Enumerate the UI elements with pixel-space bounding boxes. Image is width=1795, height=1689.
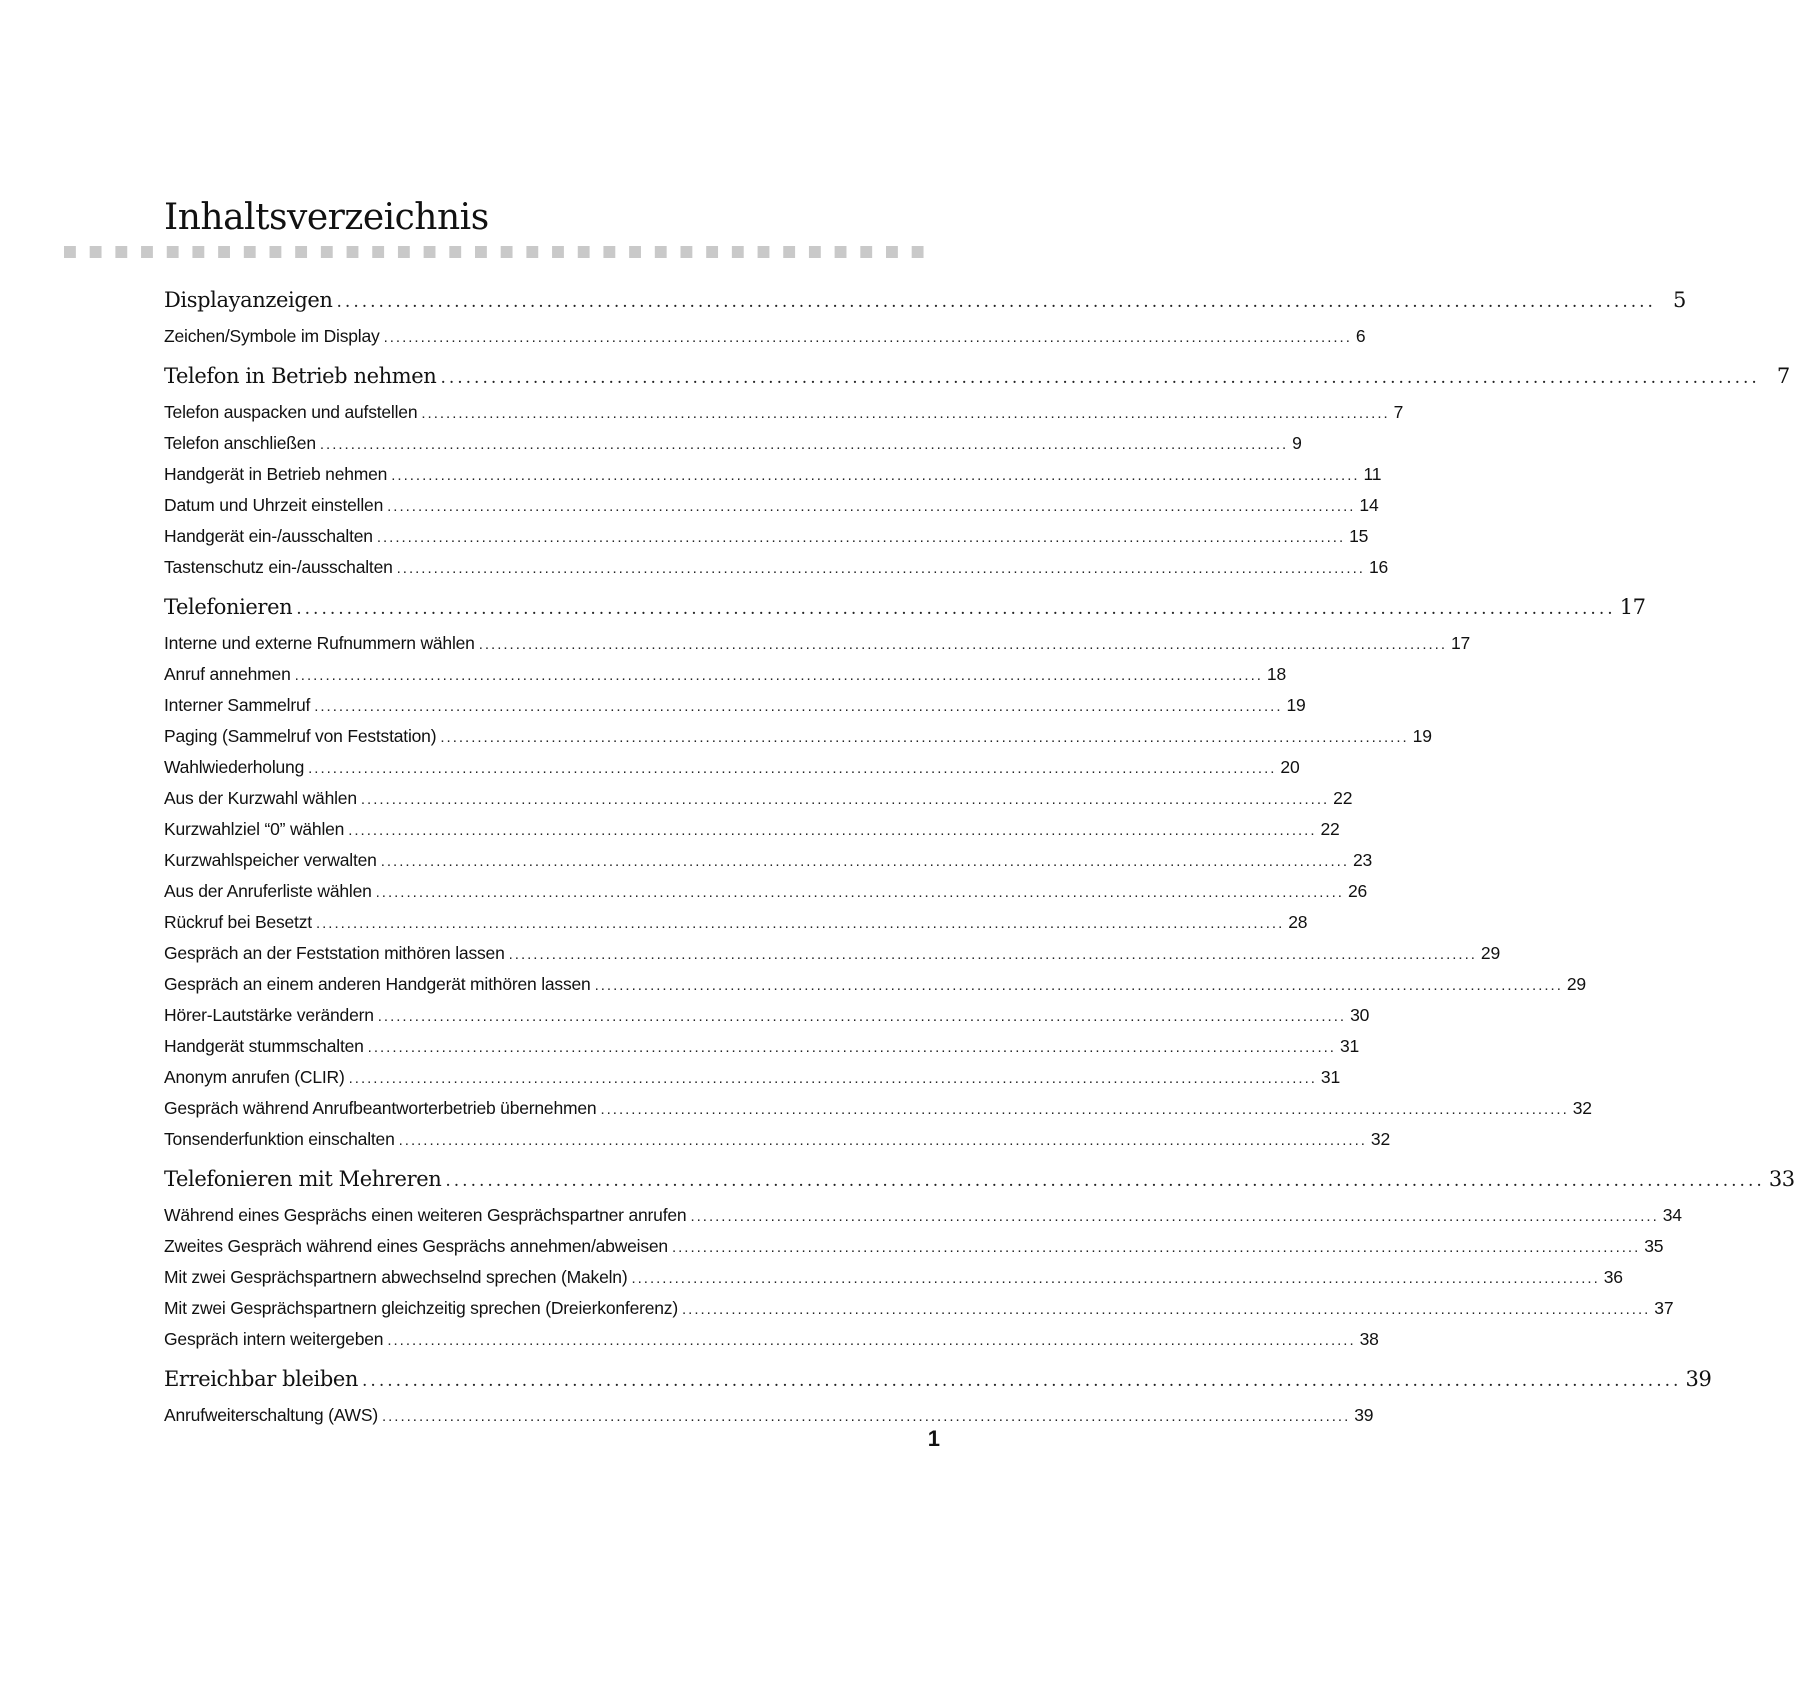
toc-entry-page: 36 <box>1603 1267 1623 1287</box>
toc-dot-leader: ............................................................................................................................................................. <box>421 405 1390 422</box>
toc-entry-title: Datum und Uhrzeit einstellen <box>164 495 384 515</box>
toc-section-entry[interactable] <box>164 907 1308 938</box>
toc-entry-page: 33 <box>1768 1167 1795 1191</box>
toc-entry-page: 32 <box>1572 1098 1592 1118</box>
toc-section-entry[interactable] <box>164 321 1366 352</box>
toc-dot-leader: ............................................................................................................................................................. <box>387 498 1356 515</box>
toc-section-entry[interactable] <box>164 1200 1682 1231</box>
toc-section-entry[interactable] <box>164 1124 1390 1155</box>
toc-section-entry[interactable] <box>164 459 1382 490</box>
toc-section-entry[interactable] <box>164 690 1306 721</box>
toc-dot-leader: ............................................................................................................................................................. <box>314 698 1283 715</box>
toc-section-entry[interactable] <box>164 628 1471 659</box>
toc-entry-title: Displayanzeigen <box>164 288 333 312</box>
toc-dot-leader: ............................................................................................................................................................. <box>308 760 1277 777</box>
toc-chapter-entry[interactable] <box>164 1159 1795 1200</box>
toc-entry-title: Anrufweiterschaltung (AWS) <box>164 1405 378 1425</box>
toc-dot-leader: ............................................................................................................................................................. <box>671 1239 1641 1256</box>
toc-entry-title: Kurzwahlspeicher verwalten <box>164 850 377 870</box>
toc-section-entry[interactable] <box>164 1262 1623 1293</box>
toc-entry-title: Kurzwahlziel “0” wählen <box>164 819 345 839</box>
toc-entry-title: Handgerät ein-/ausschalten <box>164 526 373 546</box>
toc-section-entry[interactable] <box>164 397 1404 428</box>
toc-entry-title: Gespräch an der Feststation mithören lassen <box>164 943 505 963</box>
toc-entry-title: Gespräch an einem anderen Handgerät mithören lassen <box>164 974 591 994</box>
toc-section-entry[interactable] <box>164 1093 1592 1124</box>
toc-dot-leader: ............................................................................................................................................................. <box>348 1070 1317 1087</box>
toc-entry-page: 23 <box>1352 850 1373 870</box>
toc-entry-page: 9 <box>1292 433 1302 453</box>
toc-section-entry[interactable] <box>164 490 1379 521</box>
table-of-contents <box>164 280 1795 1431</box>
toc-entry-page: 19 <box>1286 695 1306 715</box>
toc-dot-leader: ............................................................................................................................................................. <box>315 915 1285 932</box>
toc-entry-title: Telefonieren <box>164 595 293 619</box>
toc-entry-title: Telefon anschließen <box>164 433 316 453</box>
toc-dot-leader: ............................................................................................................................................................. <box>367 1039 1336 1056</box>
toc-entry-page: 37 <box>1654 1298 1674 1318</box>
toc-entry-page: 16 <box>1368 557 1389 577</box>
toc-section-entry[interactable] <box>164 659 1286 690</box>
toc-section-entry[interactable] <box>164 938 1500 969</box>
toc-dot-leader: ............................................................................................................................................................. <box>377 1008 1347 1025</box>
toc-entry-title: Aus der Anruferliste wählen <box>164 881 372 901</box>
toc-entry-page: 22 <box>1333 788 1353 808</box>
toc-entry-title: Hörer-Lautstärke verändern <box>164 1005 374 1025</box>
toc-entry-page: 19 <box>1412 726 1432 746</box>
toc-entry-title: Handgerät stummschalten <box>164 1036 364 1056</box>
toc-entry-title: Erreichbar bleiben <box>164 1367 359 1391</box>
toc-entry-title: Während eines Gesprächs einen weiteren Gesprächspartner anrufen <box>164 1205 687 1225</box>
toc-entry-title: Gespräch intern weitergeben <box>164 1329 384 1349</box>
toc-dot-leader: ............................................................................................................................................................. <box>508 946 1477 963</box>
toc-entry-page: 32 <box>1370 1129 1390 1149</box>
toc-dot-leader: ............................................................................................................................................................. <box>440 729 1409 746</box>
toc-entry-page: 6 <box>1355 326 1366 346</box>
toc-dot-leader: ............................................................................................................................................................. <box>690 1208 1659 1225</box>
toc-dot-leader: ............................................................................................................................................................. <box>296 599 1616 619</box>
toc-entry-page: 28 <box>1288 912 1308 932</box>
toc-dot-leader: ............................................................................................................................................................. <box>381 1408 1351 1425</box>
toc-entry-page: 15 <box>1349 526 1369 546</box>
toc-dot-leader: ............................................................................................................................................................. <box>631 1270 1600 1287</box>
toc-section-entry[interactable] <box>164 814 1340 845</box>
toc-dot-leader: ............................................................................................................................................................. <box>445 1171 1765 1191</box>
toc-dot-leader: ............................................................................................................................................................. <box>294 667 1263 684</box>
toc-section-entry[interactable] <box>164 521 1369 552</box>
toc-entry-page: 26 <box>1347 881 1368 901</box>
toc-entry-title: Wahlwiederholung <box>164 757 305 777</box>
toc-section-entry[interactable] <box>164 428 1302 459</box>
toc-entry-page: 31 <box>1320 1067 1340 1087</box>
toc-entry-title: Anruf annehmen <box>164 664 291 684</box>
toc-entry-page: 17 <box>1451 633 1471 653</box>
toc-dot-leader: ............................................................................................................................................................. <box>681 1301 1651 1318</box>
toc-dot-leader: ............................................................................................................................................................. <box>387 1332 1356 1349</box>
toc-dot-leader: ............................................................................................................................................................. <box>319 436 1289 453</box>
toc-entry-page: 7 <box>1393 402 1404 422</box>
toc-chapter-entry[interactable] <box>164 587 1646 628</box>
toc-dot-leader: ............................................................................................................................................................. <box>440 368 1760 388</box>
toc-entry-page: 35 <box>1644 1236 1664 1256</box>
toc-entry-page: 31 <box>1339 1036 1360 1056</box>
toc-entry-page: 29 <box>1566 974 1586 994</box>
toc-entry-title: Telefon auspacken und aufstellen <box>164 402 418 422</box>
toc-section-entry[interactable] <box>164 845 1373 876</box>
toc-section-entry[interactable] <box>164 1031 1360 1062</box>
toc-section-entry[interactable] <box>164 752 1300 783</box>
toc-entry-title: Zweites Gespräch während eines Gesprächs annehmen/abweisen <box>164 1236 668 1256</box>
toc-entry-title: Paging (Sammelruf von Feststation) <box>164 726 437 746</box>
toc-section-entry[interactable] <box>164 1400 1374 1431</box>
toc-dot-leader: ............................................................................................................................................................. <box>600 1101 1569 1118</box>
toc-entry-title: Zeichen/Symbole im Display <box>164 326 380 346</box>
toc-entry-title: Telefonieren mit Mehreren <box>164 1167 442 1191</box>
toc-section-entry[interactable] <box>164 1062 1340 1093</box>
toc-chapter-entry[interactable] <box>164 1359 1712 1400</box>
toc-entry-title: Mit zwei Gesprächspartnern gleichzeitig sprechen (Dreierkonferenz) <box>164 1298 678 1318</box>
toc-entry-page: 29 <box>1480 943 1500 963</box>
toc-section-entry[interactable] <box>164 1293 1674 1324</box>
toc-dot-leader: ............................................................................................................................................................. <box>376 529 1346 546</box>
toc-entry-page: 18 <box>1266 664 1286 684</box>
toc-dot-leader: ............................................................................................................................................................. <box>380 853 1349 870</box>
page-number: 1 <box>927 1426 940 1451</box>
toc-section-entry[interactable] <box>164 969 1586 1000</box>
toc-entry-page: 11 <box>1363 464 1382 484</box>
toc-entry-title: Handgerät in Betrieb nehmen <box>164 464 388 484</box>
toc-entry-page: 20 <box>1280 757 1300 777</box>
toc-chapter-entry[interactable] <box>164 356 1790 397</box>
toc-entry-title: Anonym anrufen (CLIR) <box>164 1067 345 1087</box>
dotted-divider <box>64 246 934 258</box>
toc-dot-leader: ............................................................................................................................................................. <box>391 467 1360 484</box>
toc-entry-title: Tonsenderfunktion einschalten <box>164 1129 395 1149</box>
toc-section-entry[interactable] <box>164 876 1368 907</box>
toc-entry-title: Aus der Kurzwahl wählen <box>164 788 357 808</box>
toc-entry-title: Telefon in Betrieb nehmen <box>164 364 437 388</box>
toc-entry-title: Gespräch während Anrufbeantworterbetrieb übernehmen <box>164 1098 597 1118</box>
toc-section-entry[interactable] <box>164 1324 1379 1355</box>
toc-entry-title: Mit zwei Gesprächspartnern abwechselnd sprechen (Makeln) <box>164 1267 628 1287</box>
toc-section-entry[interactable] <box>164 721 1432 752</box>
toc-section-entry[interactable] <box>164 552 1389 583</box>
toc-entry-page: 39 <box>1354 1405 1374 1425</box>
toc-dot-leader: ............................................................................................................................................................. <box>362 1371 1682 1391</box>
page-title: Inhaltsverzeichnis <box>164 197 489 238</box>
toc-dot-leader: ............................................................................................................................................................. <box>396 560 1365 577</box>
toc-dot-leader: ............................................................................................................................................................. <box>360 791 1330 808</box>
toc-dot-leader: ............................................................................................................................................................. <box>336 292 1656 312</box>
toc-entry-page: 34 <box>1662 1205 1682 1225</box>
toc-section-entry[interactable] <box>164 1000 1370 1031</box>
toc-entry-page: 14 <box>1359 495 1379 515</box>
toc-entry-page: 22 <box>1320 819 1340 839</box>
toc-section-entry[interactable] <box>164 1231 1664 1262</box>
toc-entry-page: 30 <box>1350 1005 1370 1025</box>
toc-chapter-entry[interactable] <box>164 280 1686 321</box>
toc-dot-leader: ............................................................................................................................................................. <box>383 329 1352 346</box>
toc-entry-page: 38 <box>1359 1329 1379 1349</box>
toc-dot-leader: ............................................................................................................................................................. <box>398 1132 1367 1149</box>
toc-entry-title: Rückruf bei Besetzt <box>164 912 312 932</box>
toc-dot-leader: ............................................................................................................................................................. <box>478 636 1447 653</box>
toc-entry-title: Interne und externe Rufnummern wählen <box>164 633 475 653</box>
toc-entry-page: 7 <box>1776 364 1790 388</box>
toc-dot-leader: ............................................................................................................................................................. <box>375 884 1344 901</box>
toc-entry-page: 39 <box>1685 1367 1712 1391</box>
toc-section-entry[interactable] <box>164 783 1353 814</box>
toc-dot-leader: ............................................................................................................................................................. <box>348 822 1317 839</box>
toc-entry-title: Interner Sammelruf <box>164 695 311 715</box>
toc-entry-title: Tastenschutz ein-/ausschalten <box>164 557 393 577</box>
toc-entry-page: 5 <box>1672 288 1686 312</box>
toc-dot-leader: ............................................................................................................................................................. <box>594 977 1563 994</box>
toc-entry-page: 17 <box>1619 595 1646 619</box>
